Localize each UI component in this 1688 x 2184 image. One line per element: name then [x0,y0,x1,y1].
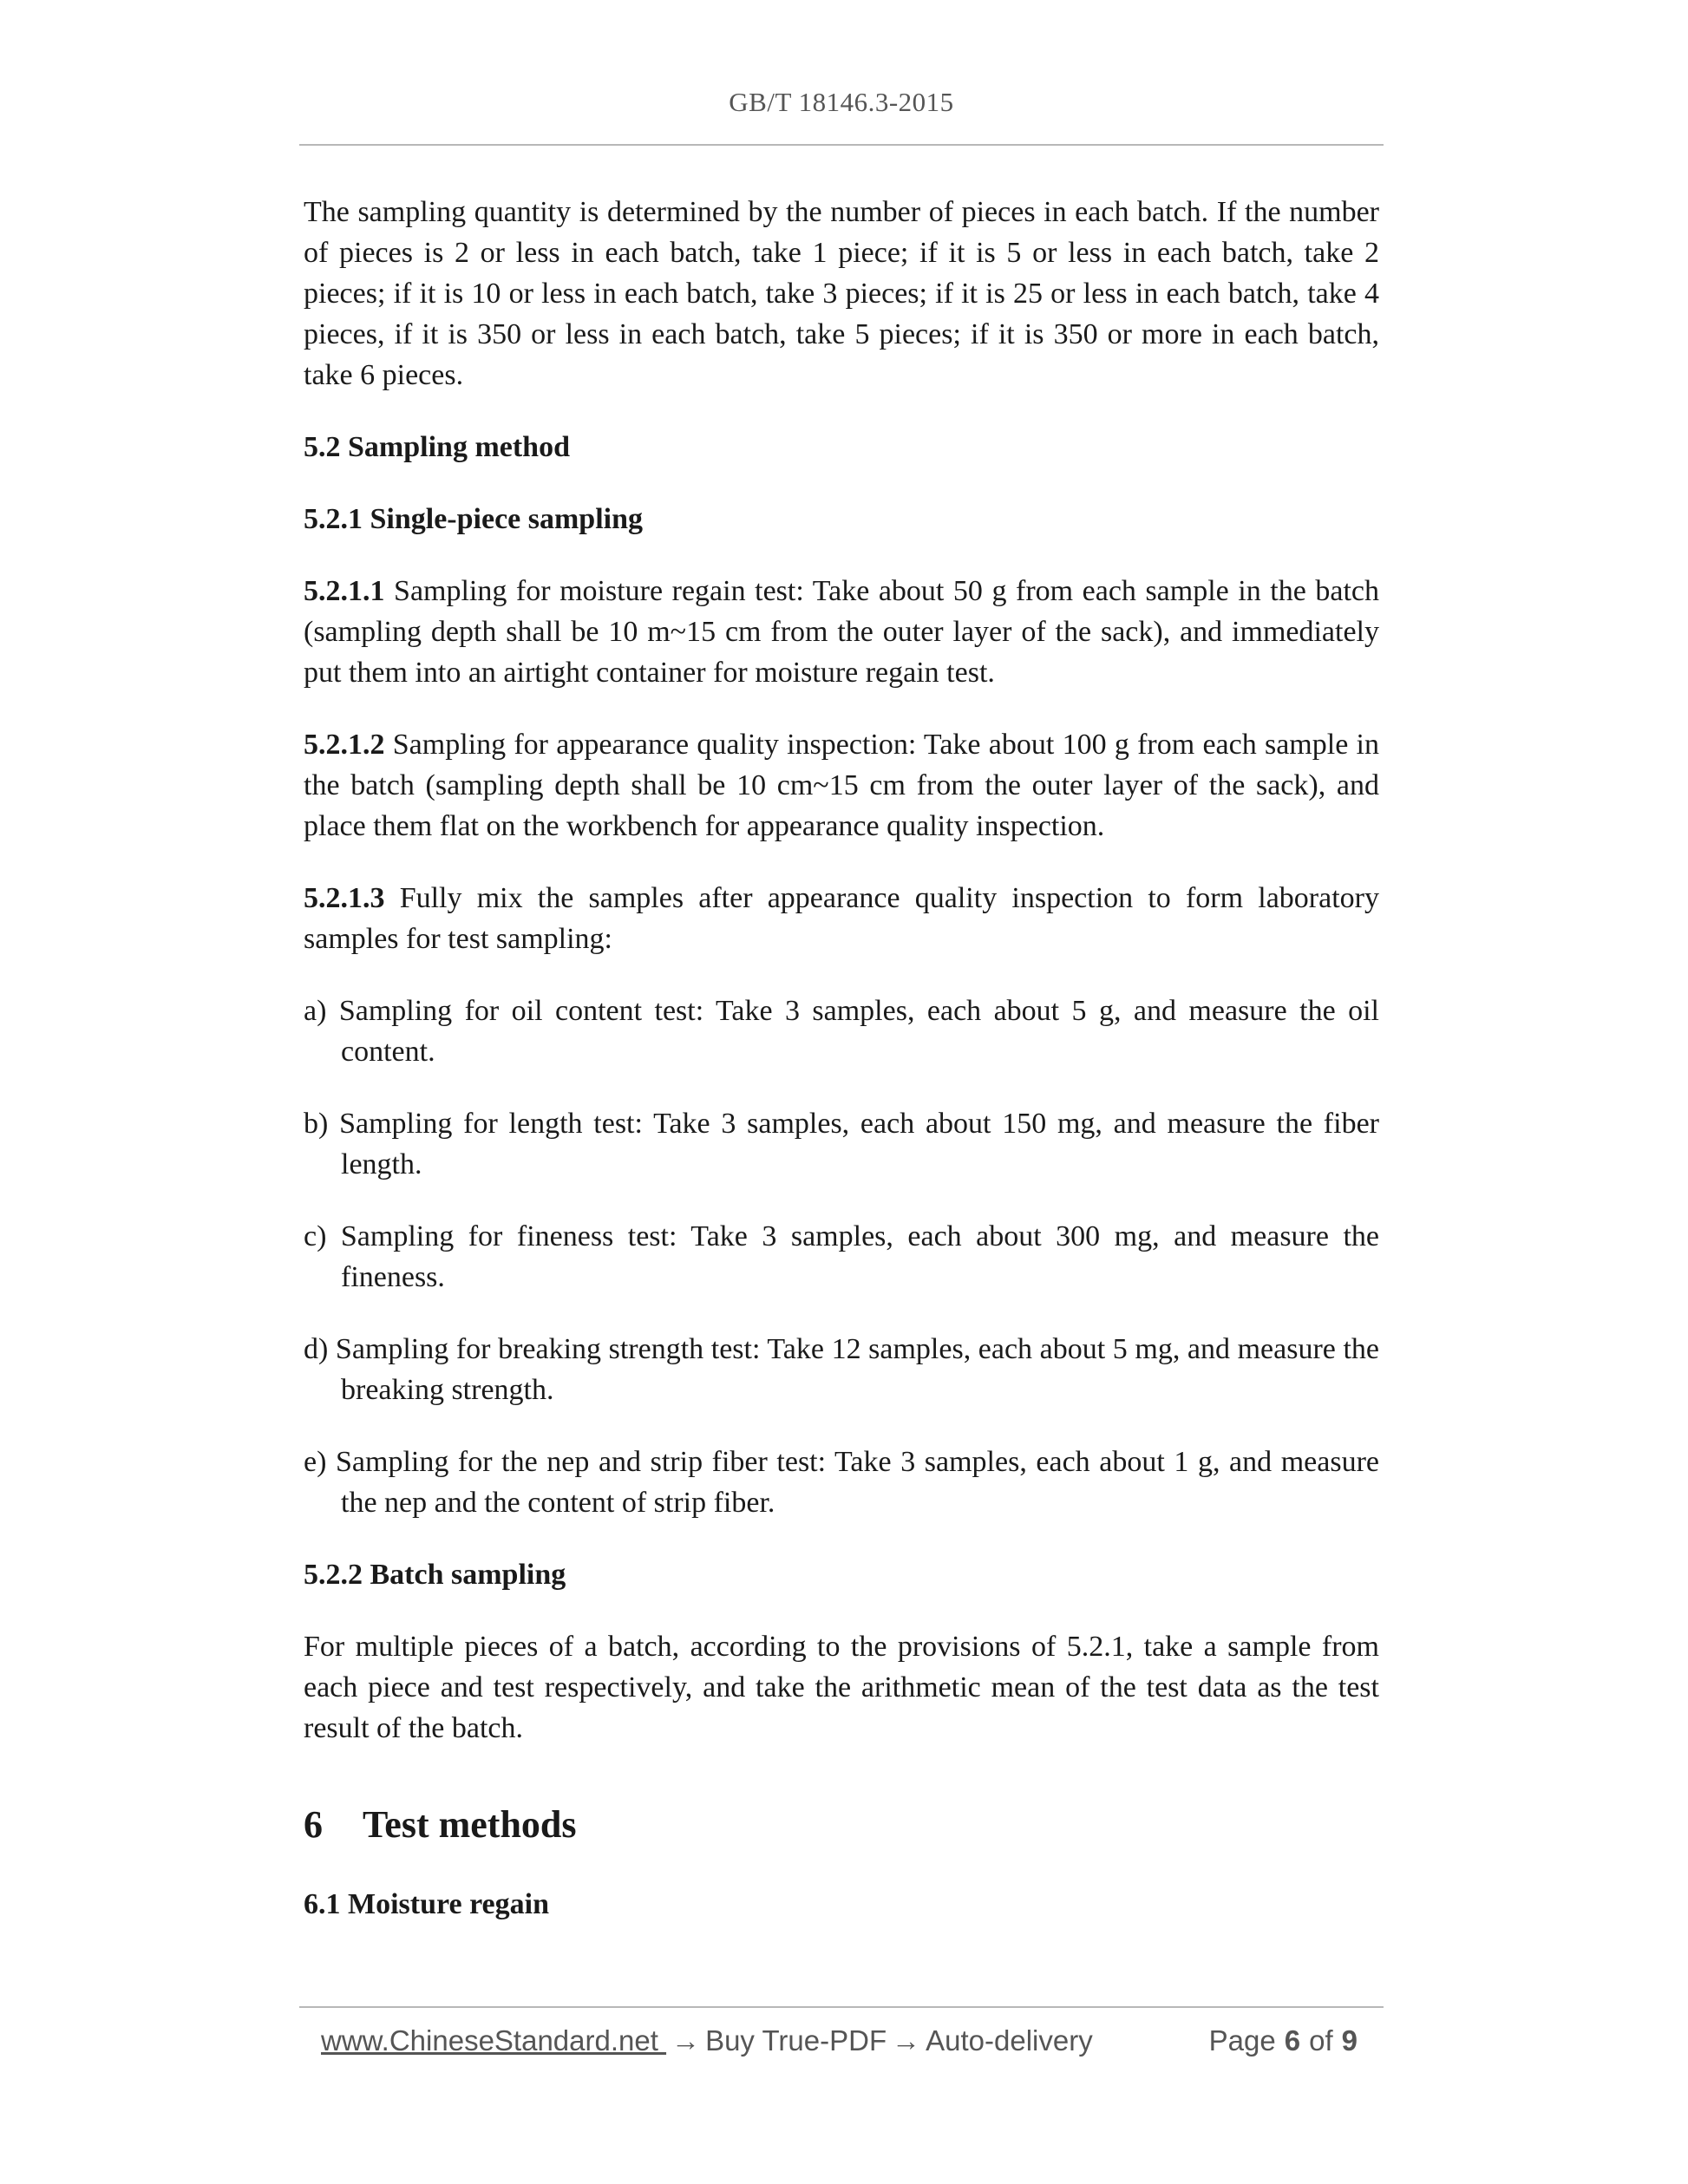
section-number: 6 [304,1803,323,1846]
buy-true-pdf-text: Buy True-PDF [705,2024,887,2056]
batch-paragraph: For multiple pieces of a batch, according to the provisions of 5.2.1, take a sample from each piece and test respectively, and take the arithmetic mean of the test data as the test result of the batch. [304,1631,1379,1744]
section-title: Test methods [363,1803,577,1846]
clause-number: 5.2.1.1 [304,575,385,607]
heading-sampling-method: 5.2 Sampling method [304,431,570,463]
header-divider [299,144,1384,146]
page-header-standard-id: GB/T 18146.3-2015 [729,87,954,117]
heading-single-piece-sampling: 5.2.1 Single-piece sampling [304,503,644,535]
list-item-length: b) Sampling for length test: Take 3 samples, each about 150 mg, and measure the fiber length. [304,1108,1379,1180]
clause-5-2-1-2 [304,724,1379,847]
heading-batch-sampling: 5.2.2 Batch sampling [304,1559,566,1591]
heading-test-methods [304,1801,1379,1849]
arrow-right-icon: → [892,2024,921,2056]
clause-number: 5.2.1.3 [304,882,385,914]
page-of: of [1309,2024,1333,2056]
arrow-right-icon: → [671,2024,701,2056]
clause-text: Sampling for appearance quality inspection: Take about 100 g from each sample in the batch (sampling depth shall be 10 cm~15 cm from the outer layer of the sack), and place them flat on the workbench for appearance quality inspection. [304,729,1379,842]
clause-5-2-1-3 [304,878,1379,959]
page-footer [321,2024,1366,2057]
footer-divider [299,2006,1384,2008]
clause-text: Fully mix the samples after appearance quality inspection to form laboratory samples for test sampling: [304,882,1379,955]
footer-links [321,2024,1093,2057]
page-label: Page [1208,2024,1276,2056]
clause-number: 5.2.1.2 [304,729,385,761]
list-item-breaking-strength: d) Sampling for breaking strength test: Take 12 samples, each about 5 mg, and measure the breaking strength. [304,1333,1379,1406]
page-indicator [1209,2024,1366,2057]
clause-text: Sampling for moisture regain test: Take about 50 g from each sample in the batch (sampling depth shall be 10 m~15 cm from the outer layer of the sack), and immediately put them into an airtight container for moisture regain test. [304,575,1379,689]
auto-delivery-text: Auto-delivery [926,2024,1093,2056]
intro-paragraph: The sampling quantity is determined by the number of pieces in each batch. If the number of pieces is 2 or less in each batch, take 1 piece; if it is 5 or less in each batch, take 2 pieces; if it is 10 or less in each batch, take 3 pieces; if it is 25 or less in each batch, take 4 pieces, if it is 350 or less in each batch, take 5 pieces; if it is 350 or more in each batch, take 6 pieces. [304,196,1379,391]
clause-5-2-1-1 [304,571,1379,693]
page-current: 6 [1284,2024,1301,2056]
list-item-fineness: c) Sampling for fineness test: Take 3 samples, each about 300 mg, and measure the fineness. [304,1220,1379,1293]
site-link[interactable]: www.ChineseStandard.net [321,2024,667,2056]
document-body [304,192,1379,1956]
list-item-nep-strip-fiber: e) Sampling for the nep and strip fiber test: Take 3 samples, each about 1 g, and measure the nep and the content of strip fiber. [304,1446,1379,1519]
heading-moisture-regain: 6.1 Moisture regain [304,1888,549,1920]
page-total: 9 [1341,2024,1358,2056]
list-item-oil-content: a) Sampling for oil content test: Take 3 samples, each about 5 g, and measure the oil content. [304,995,1379,1068]
